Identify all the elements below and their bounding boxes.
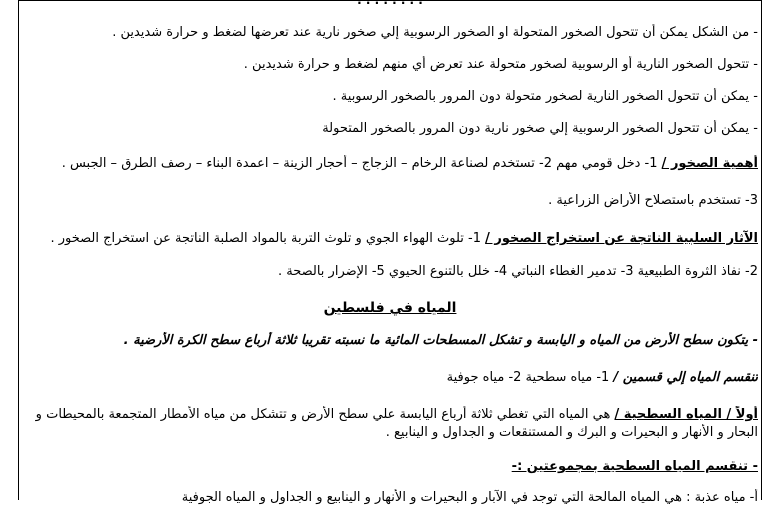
surface-groups-heading: - تنقسم المياه السطحية بمجموعتين :- [511,459,758,474]
negative-effects-heading: الآثار السلبية الناتجة عن استخراج الصخور / [485,231,758,246]
bottom-cut-line: أ- مياه عذبة : هي المياه المالحة التي توجد في الآبار و البحيرات و الأنهار و الينابيع و الجداول و المياه الجوفية [181,490,758,505]
surface-water-line-2: البحار و الأنهار و البحيرات و البرك و المستنقعات و الجداول و الينابيع . [385,425,758,440]
paragraph-line-4: - يمكن أن تتحول الصخور الرسوبية إلي صخور نارية دون المرور بالصخور المتحولة [322,121,758,136]
negative-effects-line-2: 2- نفاذ الثروة الطبيعية 3- تدمير الغطاء النباتي 4- خلل بالتنوع الحيوي 5- الإضرار بالصحة . [277,264,758,279]
water-division-text: 1- مياه سطحية 2- مياه جوفية [446,370,614,385]
paragraph-line-1: - من الشكل يمكن أن تتحول الصخور المتحولة او الصخور الرسوبية إلي صخور نارية عند تعرضها لضغط و حرارة شديدين . [112,25,758,40]
paragraph-line-2: - تتحول الصخور النارية أو الرسوبية لصخور متحولة عند تعرض أي منهم لضغط و حرارة شديدين . [243,57,758,72]
surface-water-heading: أولاً / المياه السطحية / [614,407,758,422]
water-division-line [16,369,758,387]
surface-water-line [16,406,758,424]
negative-effects-text: 1- تلوث الهواء الجوي و تلوث التربة بالمواد الصلبة الناتجة عن استخراج الصخور . [50,231,486,246]
top-cut-text: · · · · · · · · [357,0,423,8]
water-division-heading: تنقسم المياه إلي قسمين / [613,370,758,385]
paragraph-line-3: - يمكن أن تتحول الصخور النارية لصخور متحولة دون المرور بالصخور الرسوبية . [332,89,758,104]
importance-heading: أهمية الصخور / [661,156,758,171]
section-title: المياه في فلسطين [323,300,457,316]
water-intro: - يتكون سطح الأرض من المياه و اليابسة و تشكل المسطحات المائية ما نسبته تقريبا ثلاثة أرباع سطح الكرة الأرضية . [123,333,758,348]
page-border-right [761,0,762,500]
negative-effects-line [16,230,758,248]
importance-text: 1- دخل قومي مهم 2- تستخدم لصناعة الرخام – الزجاج – أحجار الزينة – اعمدة البناء – رصف الطرق – الجبس . [61,156,662,171]
importance-line [16,155,758,173]
importance-line-2: 3- تستخدم باستصلاح الأراض الزراعية . [548,193,758,208]
surface-water-text: هي المياه التي تغطي ثلاثة أرباع اليابسة علي سطح الأرض و تتشكل من مياه الأمطار المتجمعة بالمحيطات و [35,407,615,422]
